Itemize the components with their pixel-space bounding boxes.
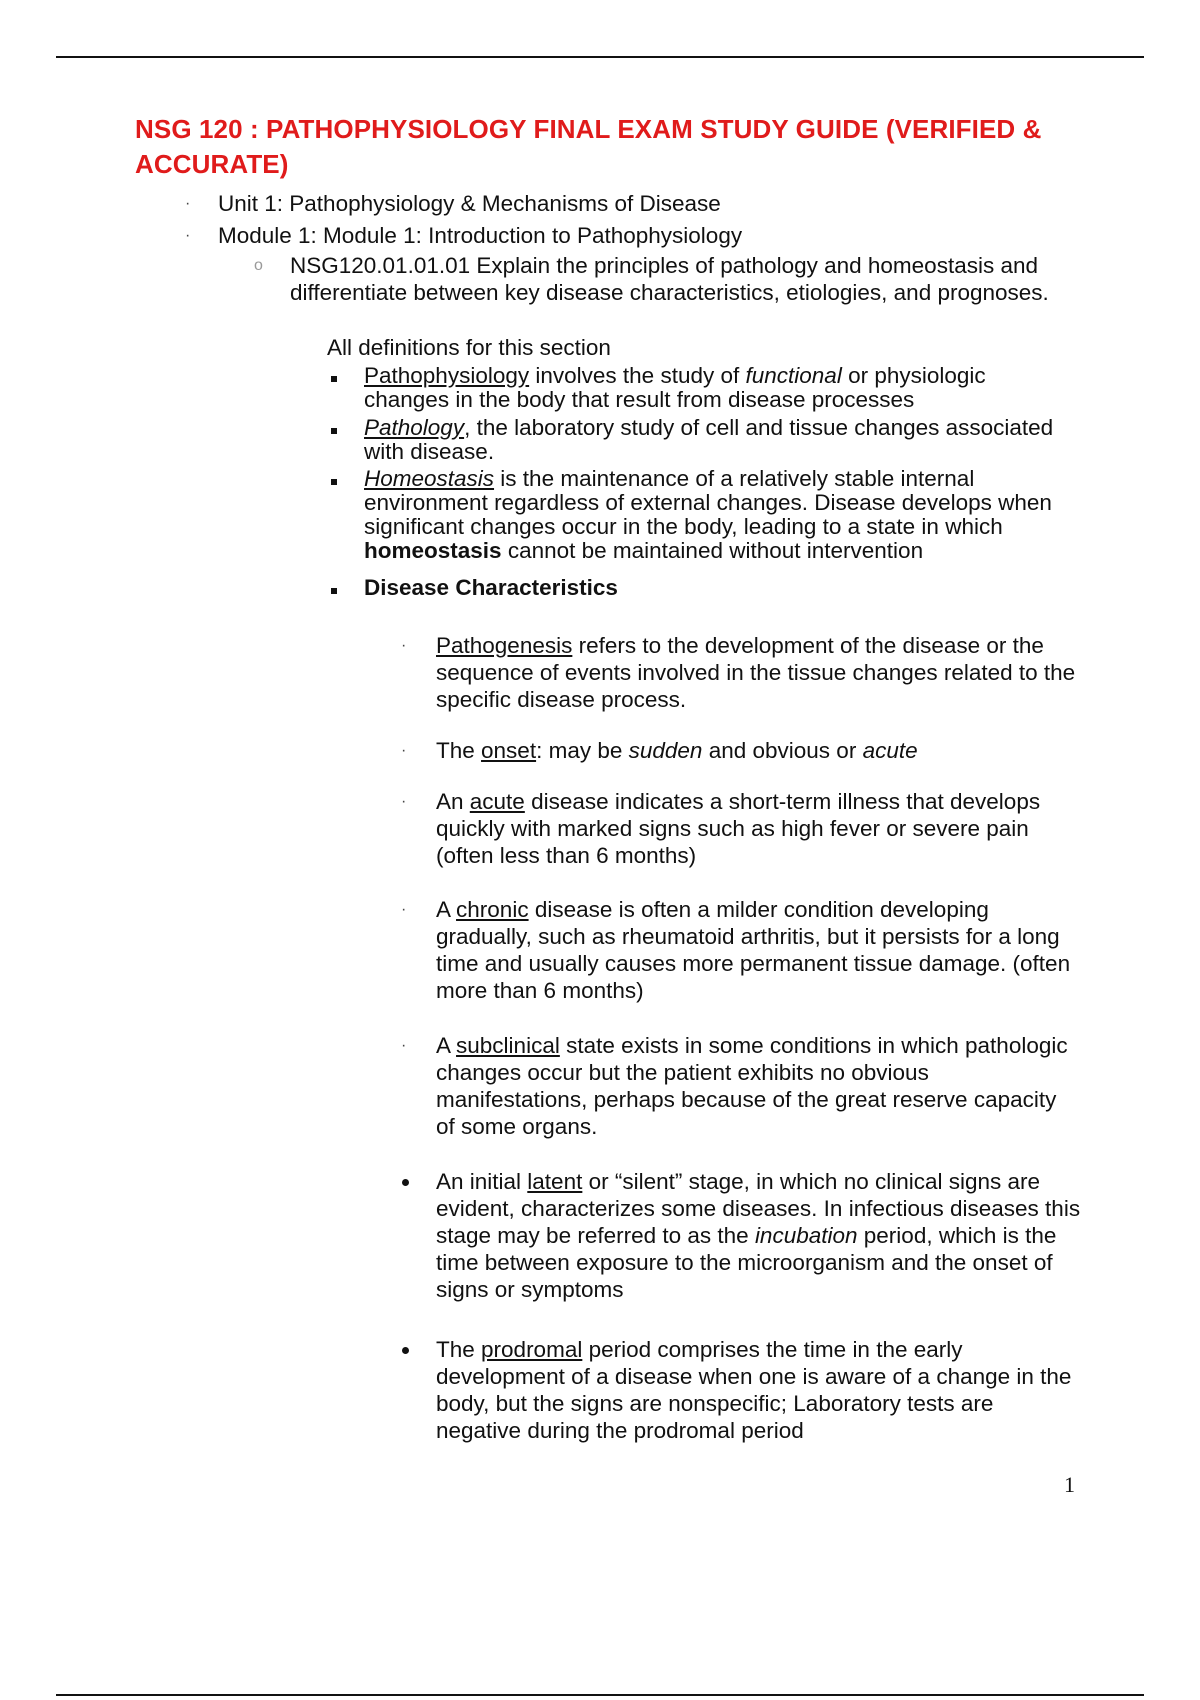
square-bullet-icon bbox=[331, 428, 337, 434]
disease-characteristics-heading: Disease Characteristics bbox=[364, 575, 618, 600]
characteristic-acute: An acute disease indicates a short-term illness that develops quickly with marked signs such as high fever or severe pain (often less than 6 months) bbox=[436, 789, 1041, 868]
square-bullet-icon bbox=[331, 588, 337, 594]
characteristic-prodromal: The prodromal period comprises the time in the early development of a disease when one is aware of a change in the body, but the signs are nonspecific; Laboratory tests are negative during the prodromal period bbox=[436, 1337, 1072, 1443]
bullet-icon: · bbox=[401, 901, 407, 918]
term: Pathology bbox=[364, 415, 465, 440]
characteristic-latent: An initial latent or “silent” stage, in which no clinical signs are evident, characterizes some diseases. In infectious diseases this stage may be referred to as the incubation period, which is the time between exposure to the microorganism and the onset of signs or symptoms bbox=[436, 1169, 1081, 1302]
characteristic-subclinical: A subclinical state exists in some conditions in which pathologic changes occur but the patient exhibits no obvious manifestations, perhaps because of the great reserve capacity of some organs. bbox=[436, 1033, 1068, 1139]
term: Pathophysiology bbox=[364, 363, 530, 388]
characteristic-pathogenesis: Pathogenesis refers to the development of the disease or the sequence of events involved in the tissue changes related to the specific disease process. bbox=[436, 633, 1076, 712]
definition-homeostasis: Homeostasis is the maintenance of a relatively stable internal environment regardless of external changes. Disease develops when significant changes occur in the body, leading to a state in which homeostasis cannot be maintained without intervention bbox=[364, 466, 1052, 563]
top-rule bbox=[56, 56, 1144, 58]
square-bullet-icon bbox=[331, 479, 337, 485]
term: Pathogenesis bbox=[436, 633, 573, 658]
circle-bullet-icon: o bbox=[254, 257, 263, 274]
definitions-heading: All definitions for this section bbox=[327, 335, 611, 360]
bullet-icon: · bbox=[401, 637, 407, 654]
unit-item: Unit 1: Pathophysiology & Mechanisms of Disease bbox=[218, 191, 721, 216]
definition-pathology: Pathology, the laboratory study of cell and tissue changes associated with disease. bbox=[364, 415, 1054, 464]
bullet-icon: · bbox=[185, 195, 191, 212]
bullet-icon: · bbox=[401, 793, 407, 810]
objective-item: NSG120.01.01.01 Explain the principles of pathology and homeostasis and differentiate between key disease characteristics, etiologies, and prognoses. bbox=[290, 253, 1049, 305]
bullet-icon bbox=[402, 1347, 409, 1354]
characteristic-chronic: A chronic disease is often a milder condition developing gradually, such as rheumatoid arthritis, but it persists for a long time and usually causes more permanent tissue damage. (often more than 6 months) bbox=[436, 897, 1071, 1003]
bottom-rule bbox=[56, 1694, 1144, 1696]
term: latent bbox=[527, 1169, 583, 1194]
term: chronic bbox=[456, 897, 529, 922]
page-number: 1 bbox=[1064, 1472, 1075, 1497]
term: Homeostasis bbox=[364, 466, 495, 491]
characteristic-onset: The onset: may be sudden and obvious or acute bbox=[436, 738, 918, 763]
bullet-icon: · bbox=[401, 742, 407, 759]
document-title: NSG 120 : PATHOPHYSIOLOGY FINAL EXAM STUDY GUIDE (VERIFIED & ACCURATE) bbox=[135, 114, 1042, 179]
definition-pathophysiology: Pathophysiology involves the study of functional or physiologic changes in the body that result from disease processes bbox=[364, 363, 986, 412]
term: acute bbox=[469, 789, 525, 814]
module-item: Module 1: Module 1: Introduction to Pathophysiology bbox=[218, 223, 743, 248]
term: subclinical bbox=[456, 1033, 560, 1058]
bullet-icon: · bbox=[401, 1037, 407, 1054]
term: prodromal bbox=[481, 1337, 583, 1362]
bullet-icon: · bbox=[185, 227, 191, 244]
bullet-icon bbox=[402, 1179, 409, 1186]
square-bullet-icon bbox=[331, 376, 337, 382]
term: onset bbox=[481, 738, 537, 763]
